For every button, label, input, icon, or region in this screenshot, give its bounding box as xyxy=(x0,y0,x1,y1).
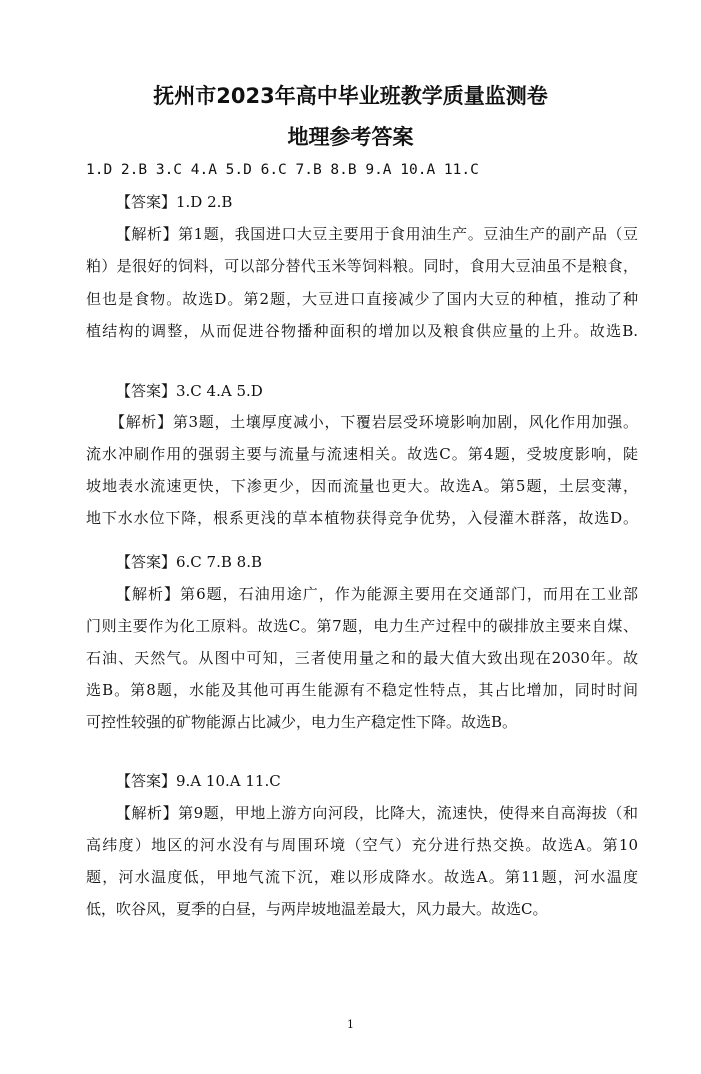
answer-key-line: 1.D 2.B 3.C 4.A 5.D 6.C 7.B 8.B 9.A 10.A 11.C xyxy=(86,162,479,178)
section-4-analysis-line: 【解析】第9题，甲地上游方向河段，比降大，流速快，使得来自高海拔（和 xyxy=(116,804,638,822)
section-2-analysis-line: 坡地表水流速更快，下渗更少，因而流量也更大。故选A。第5题，土层变薄， xyxy=(86,477,638,495)
section-4-analysis-line: 低，吹谷风，夏季的白昼，与两岸坡地温差最大，风力最大。故选C。 xyxy=(86,900,548,918)
section-3-analysis-line: 选B。第8题，水能及其他可再生能源有不稳定性特点，其占比增加，同时时间 xyxy=(86,681,638,699)
section-4-analysis-line: 高纬度）地区的河水没有与周围环境（空气）充分进行热交换。故选A。第10 xyxy=(86,836,638,854)
page-title: 抚州市2023年高中毕业班教学质量监测卷 xyxy=(153,84,548,108)
section-3-analysis-line: 石油、天然气。从图中可知，三者使用量之和的最大值大致出现在2030年。故 xyxy=(86,649,638,667)
section-4-analysis-line: 题，河水温度低，甲地气流下沉，难以形成降水。故选A。第11题，河水温度 xyxy=(86,868,638,886)
section-1-analysis-line: 植结构的调整，从而促进谷物播种面积的增加以及粮食供应量的上升。故选B. xyxy=(86,322,638,340)
section-3-analysis-line: 【解析】第6题，石油用途广，作为能源主要用在交通部门，而用在工业部 xyxy=(116,585,638,603)
section-1-analysis-line: 但也是食物。故选D。第2题，大豆进口直接减少了国内大豆的种植，推动了种 xyxy=(86,290,638,308)
section-2-analysis-line: 流水冲刷作用的强弱主要与流量与流速相关。故选C。第4题，受坡度影响，陡 xyxy=(86,445,638,463)
section-1-analysis-line: 粕）是很好的饲料，可以部分替代玉米等饲料粮。同时，食用大豆油虽不是粮食， xyxy=(86,257,638,275)
section-2-answer: 【答案】3.C 4.A 5.D xyxy=(116,382,263,400)
section-2-analysis-line: 地下水水位下降，根系更浅的草本植物获得竞争优势，入侵灌木群落，故选D。 xyxy=(86,509,638,527)
section-2-analysis-line: 【解析】第3题，土壤厚度减小，下覆岩层受环境影响加剧，风化作用加强。 xyxy=(110,413,638,431)
section-3-answer: 【答案】6.C 7.B 8.B xyxy=(116,553,262,571)
section-1-answer: 【答案】1.D 2.B xyxy=(116,193,233,211)
section-3-analysis-line: 门则主要作为化工原料。故选C。第7题，电力生产过程中的碳排放主要来自煤、 xyxy=(86,617,638,635)
section-1-analysis-line: 【解析】第1题，我国进口大豆主要用于食用油生产。豆油生产的副产品（豆 xyxy=(116,225,638,243)
section-4-answer: 【答案】9.A 10.A 11.C xyxy=(116,772,281,790)
page-number: 1 xyxy=(347,1018,354,1031)
page-subtitle: 地理参考答案 xyxy=(287,125,414,149)
section-3-analysis-line: 可控性较强的矿物能源占比减少，电力生产稳定性下降。故选B。 xyxy=(86,713,518,731)
